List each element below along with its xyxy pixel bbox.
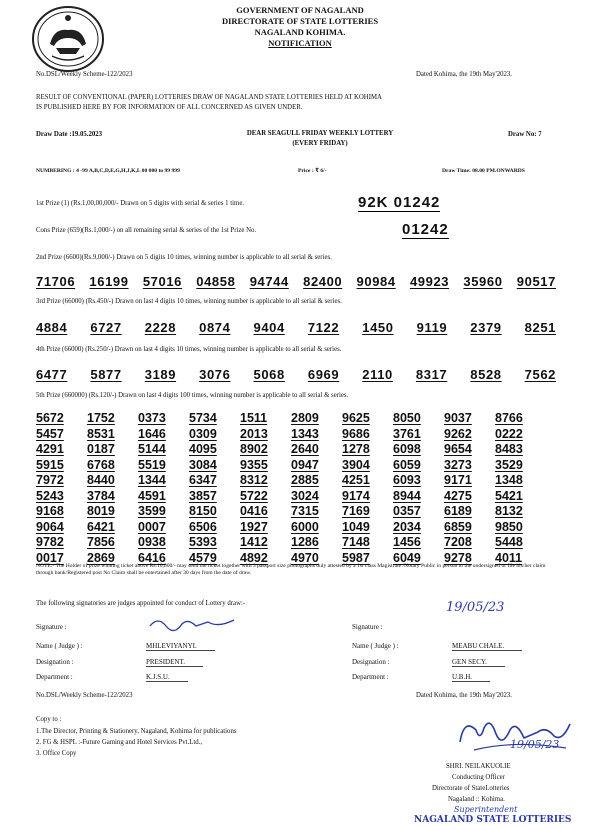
prize5-numbers-grid	[36, 411, 546, 565]
prize5-number: 6049	[393, 550, 421, 565]
prize5-number: 8766	[495, 411, 523, 425]
officer-title: Conducting Officer	[452, 774, 505, 781]
prize5-number: 8312	[240, 473, 268, 487]
prize5-number: 5734	[189, 411, 217, 425]
prize5-number: 9262	[444, 426, 472, 441]
judge-left-department-label: Department :	[36, 673, 73, 681]
judge-right-designation: GEN SECY.	[452, 658, 505, 667]
prize2-number: 49923	[409, 274, 450, 289]
judge-right-designation-label: Designation :	[352, 658, 390, 666]
prize5-number: 2885	[291, 473, 319, 487]
prize4-number: 6969	[307, 367, 340, 382]
draw-time: Draw Time: 08.00 PM.ONWARDS	[442, 168, 525, 174]
prize5-number: 3761	[393, 426, 421, 441]
prize5-number: 2809	[291, 411, 319, 425]
prize5-number: 6059	[393, 457, 421, 472]
prize5-number: 1343	[291, 426, 319, 441]
judge-left-designation-label: Designation :	[36, 658, 74, 666]
prize5-number: 5915	[36, 457, 64, 472]
prize2-text: 2nd Prize (6600)(Rs.9,000/-) Drawn on 5 digits 10 times, winning number is applicable to all serial & series.	[36, 254, 332, 261]
judge-left-name: MHLEVIYANYI.	[146, 642, 215, 651]
prize3-number: 9404	[253, 320, 285, 335]
prize5-number: 7856	[87, 535, 115, 549]
prize5-number: 5722	[240, 488, 268, 503]
judge-left-department: K.J.S.U.	[146, 673, 188, 682]
signatories-intro: The following signatories are judges appointed for conduct of Lottery draw:-	[36, 600, 246, 607]
prize2-number: 82400	[303, 274, 343, 289]
prize5-number: 8150	[189, 504, 217, 518]
prize4-number: 5068	[253, 367, 285, 382]
prize5-number: 3084	[189, 457, 217, 472]
prize4-number: 3076	[199, 367, 231, 382]
judge-left-signature-label: Signature :	[36, 623, 67, 631]
prize5-number: 6189	[444, 504, 472, 518]
prize5-number: 6421	[87, 519, 115, 534]
prize3-number: 2379	[470, 320, 502, 335]
prize5-number: 9850	[495, 519, 523, 534]
header-line1: GOVERNMENT OF NAGALAND	[236, 5, 364, 15]
prize5-number: 1348	[495, 473, 523, 487]
prize5-number: 5519	[138, 457, 166, 472]
prize5-number: 8440	[87, 473, 115, 487]
prize5-number: 0947	[291, 457, 319, 472]
judge-right-name-label: Name ( Judge ) :	[352, 642, 399, 650]
prize5-number: 7315	[291, 504, 319, 518]
prize5-number: 3857	[189, 488, 217, 503]
prize5-number: 8050	[393, 411, 421, 425]
judge-right-department-label: Department :	[352, 673, 389, 681]
prize5-number: 5243	[36, 488, 64, 503]
prize5-number: 0187	[87, 442, 115, 456]
prize5-number: 1278	[342, 442, 370, 456]
prize5-number: 0416	[240, 504, 268, 518]
prize5-number: 8902	[240, 442, 268, 456]
prize5-number: 8944	[393, 488, 421, 503]
prize5-number: 5421	[495, 488, 523, 503]
prize5-number: 9174	[342, 488, 370, 503]
prize5-number: 3599	[138, 504, 166, 518]
prize3-number: 9119	[416, 320, 448, 335]
prize3-number: 8251	[524, 320, 556, 335]
prize3-text: 3rd Prize (66000) (Rs.450/-) Drawn on last 4 digits 10 times, winning number is applicable to all serial & series.	[36, 298, 342, 305]
prize5-number: 9782	[36, 535, 64, 549]
prize5-number: 6416	[138, 550, 166, 565]
prize5-number: 4291	[36, 442, 64, 456]
lottery-sub: (EVERY FRIDAY)	[292, 140, 348, 147]
prize3-number: 2228	[144, 320, 177, 335]
prize4-number: 6477	[36, 367, 68, 382]
prize5-number: 2013	[240, 426, 268, 441]
officer-handwritten-date: 19/05/23	[510, 738, 560, 751]
header-notification: NOTIFICATION	[268, 38, 332, 48]
prize5-number: 8019	[87, 504, 115, 518]
prize5-number: 0017	[36, 550, 64, 565]
prize5-number: 1927	[240, 519, 268, 534]
prize5-number: 3273	[444, 457, 472, 472]
prize5-number: 6859	[444, 519, 472, 534]
prize5-number: 4251	[342, 473, 370, 487]
cons-prize-number: 01242	[402, 221, 449, 238]
intro-line2: IS PUBLISHED HERE BY FOR INFORMATION OF ALL CONCERNED AS GIVEN UNDER.	[36, 104, 303, 111]
prize5-number: 4275	[444, 488, 472, 503]
prize4-text: 4th Prize (66000) (Rs.250/-) Drawn on last 4 digits 10 times, winning number is applicable to all serial & series.	[36, 346, 342, 353]
prize4-number: 7562	[524, 367, 556, 382]
prize5-number: 8531	[87, 426, 115, 441]
prize5-number: 4011	[495, 550, 523, 565]
prize2-number: 90984	[356, 274, 396, 289]
prize5-number: 4095	[189, 442, 217, 456]
prize5-number: 2034	[393, 519, 421, 534]
prize2-number: 71706	[36, 274, 76, 289]
reference-number-bottom: No.DSL/Weekly Scheme-122/2023	[36, 692, 133, 699]
prize2-number: 04858	[196, 274, 236, 289]
prize5-number: 7972	[36, 473, 64, 487]
prize5-number: 5457	[36, 426, 64, 441]
prize3-number: 0874	[199, 320, 231, 335]
prize1-text: 1st Prize (1) (Rs.1,00,00,000/- Drawn on 5 digits with serial & series 1 time.	[36, 200, 245, 207]
officer-directorate: Directorate of StateLotteries	[432, 785, 510, 792]
prize5-number: 1286	[291, 535, 319, 549]
prize5-number: 1344	[138, 473, 166, 487]
prize5-number: 6347	[189, 473, 217, 487]
draw-number: Draw No: 7	[508, 131, 542, 138]
judge-left-signature	[148, 614, 238, 635]
prize5-number: 1646	[138, 426, 166, 441]
officer-location: Nagaland :: Kohima.	[448, 796, 505, 803]
prize5-text: 5th Prize (660000) (Rs.120/-) Drawn on last 4 digits 100 times, winning number is applicable to all serial & series.	[36, 392, 349, 399]
prize5-number: 1752	[87, 411, 115, 425]
prize5-number: 4892	[240, 550, 268, 565]
prize5-number: 5448	[495, 535, 523, 549]
prize5-number: 9654	[444, 442, 472, 456]
prize4-numbers	[36, 367, 556, 382]
prize5-number: 6000	[291, 519, 319, 534]
prize4-number: 2110	[362, 367, 393, 382]
prize5-number: 2640	[291, 442, 319, 456]
prize2-number: 57016	[142, 274, 182, 289]
prize5-number: 5987	[342, 550, 370, 565]
prize5-number: 4970	[291, 550, 319, 565]
prize5-number: 3784	[87, 488, 115, 503]
numbering: NUMBERING : 4 -99 A,B,C,D,E,G,H,J,K,L 00 000 to 99 999	[36, 168, 180, 174]
prize5-number: 7169	[342, 504, 370, 518]
prize5-number: 1456	[393, 535, 421, 549]
judge-left-name-label: Name ( Judge ) :	[36, 642, 83, 650]
header-line3: NAGALAND KOHIMA.	[254, 27, 346, 37]
prize5-number: 9625	[342, 411, 370, 425]
prize1-number: 92K 01242	[358, 194, 441, 211]
prize2-number: 35960	[463, 274, 503, 289]
prize5-number: 0938	[138, 535, 166, 549]
prize5-number: 0357	[393, 504, 421, 518]
prize5-number: 9037	[444, 411, 472, 425]
claim-note: NOTE:- The Holder of prize winning ticket above Rs.10,000/- may send the ticket together with 3 passport size photographs duly attested by a 1st class Magistrate /Notary Public in person to the undersigned or file his/her claim through bank/Registered post No Claim shall be entertained after 30 days from the date of draw.	[36, 563, 546, 576]
judge-right-department: U.B.H.	[452, 673, 490, 682]
prize5-number: 9168	[36, 504, 64, 518]
prize5-number: 9171	[444, 473, 472, 487]
prize5-number: 4579	[189, 550, 217, 565]
prize5-number: 1511	[240, 411, 268, 425]
prize5-number: 7208	[444, 535, 472, 549]
prize5-number: 1412	[240, 535, 268, 549]
prize5-number: 9355	[240, 457, 268, 472]
prize4-number: 5877	[90, 367, 122, 382]
header-line2: DIRECTORATE OF STATE LOTTERIES	[221, 16, 379, 26]
intro-line1: RESULT OF CONVENTIONAL (PAPER) LOTTERIES DRAW OF NAGALAND STATE LOTTERIES HELD AT KOHIMA	[36, 94, 382, 101]
reference-number: No.DSL/Weekly Scheme-122/2023	[36, 71, 133, 78]
prize5-number: 0309	[189, 426, 217, 441]
cons-prize-text: Cons Prize (659)(Rs.1,000/-) on all remaining serial & series of the 1st Prize No.	[36, 227, 257, 234]
judge-right-handwritten-date: 19/05/23	[446, 600, 505, 615]
copy-item: 3. Office Copy	[36, 750, 77, 757]
prize4-number: 8528	[470, 367, 502, 382]
prize2-number: 90517	[516, 274, 556, 289]
prize5-number: 0373	[138, 411, 166, 425]
prize5-number: 9278	[444, 550, 472, 565]
judge-right-name: MEABU CHALE.	[452, 642, 522, 651]
prize5-number: 5144	[138, 442, 166, 456]
prize4-number: 3189	[144, 367, 177, 382]
prize4-number: 8317	[415, 367, 448, 382]
prize5-number: 6098	[393, 442, 421, 456]
prize5-number: 3529	[495, 457, 523, 472]
prize5-number: 3024	[291, 488, 319, 503]
prize5-number: 4591	[138, 488, 166, 503]
judge-right-signature-label: Signature :	[352, 623, 383, 631]
judge-left-designation: PRESIDENT.	[146, 658, 203, 667]
copy-item: 1.The Director, Printing & Stationery, Nagaland, Kohima for publications	[36, 728, 237, 735]
copy-item: 2. FG & HSPL :-Future Gaming and Hotel Services Pvt.Ltd.,	[36, 739, 203, 746]
stamp-superintendent: Superintendent	[454, 805, 518, 814]
prize5-number: 5672	[36, 411, 64, 425]
ticket-price: Price : ₹ 6/-	[298, 168, 327, 174]
prize2-number: 94744	[249, 274, 289, 289]
prize2-numbers	[36, 274, 556, 289]
prize3-number: 7122	[307, 320, 340, 335]
prize5-number: 7148	[342, 535, 370, 549]
prize5-number: 8132	[495, 504, 523, 518]
prize3-number: 4884	[36, 320, 68, 335]
prize5-number: 6093	[393, 473, 421, 487]
dated-top: Dated Kohima, the 19th May'2023.	[416, 71, 512, 78]
prize5-number: 2869	[87, 550, 115, 565]
draw-date: Draw Date :19.05.2023	[36, 131, 103, 138]
prize5-number: 5393	[189, 535, 217, 549]
prize5-number: 8483	[495, 442, 523, 456]
prize5-number: 9686	[342, 426, 370, 441]
prize3-number: 1450	[362, 320, 394, 335]
prize5-number: 3904	[342, 457, 370, 472]
prize5-number: 1049	[342, 519, 370, 534]
prize2-number: 16199	[89, 274, 129, 289]
copy-to-label: Copy to :	[36, 716, 62, 723]
prize5-number: 0007	[138, 519, 166, 534]
lottery-name: DEAR SEAGULL FRIDAY WEEKLY LOTTERY	[246, 130, 394, 137]
prize5-number: 0222	[495, 426, 523, 441]
stamp-nagaland-state-lotteries: NAGALAND STATE LOTTERIES	[414, 815, 572, 825]
prize5-number: 6768	[87, 457, 115, 472]
dated-bottom: Dated Kohima, the 19th May'2023.	[416, 692, 512, 699]
prize3-number: 6727	[90, 320, 122, 335]
prize5-number: 9064	[36, 519, 64, 534]
prize3-numbers	[36, 320, 556, 335]
prize5-number: 6506	[189, 519, 217, 534]
officer-name: SHRI. NEILAKUOLIE	[446, 763, 511, 770]
